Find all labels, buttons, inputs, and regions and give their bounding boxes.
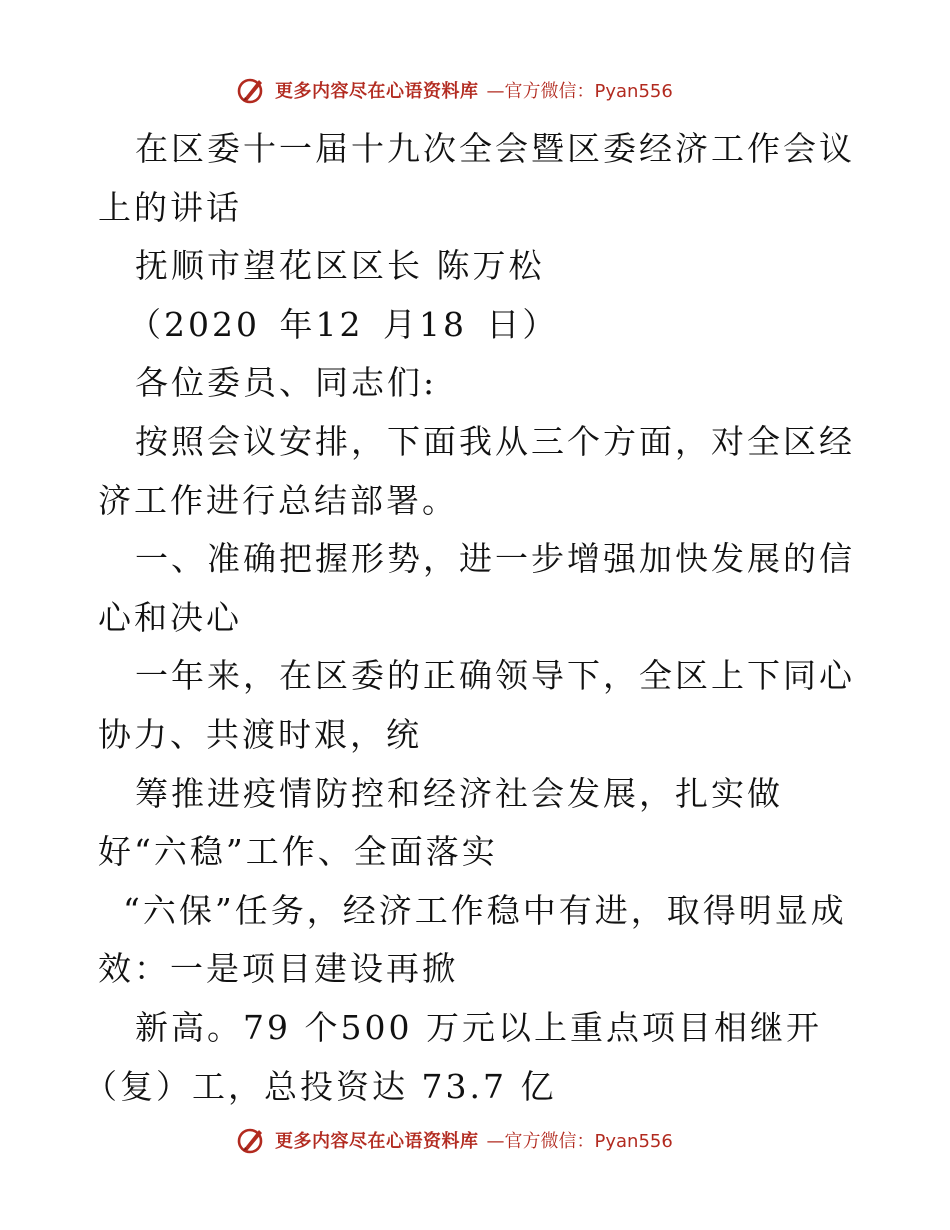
- body-paragraph: （复）工，总投资达 73.7 亿: [84, 1066, 557, 1106]
- watermark-footer: [235, 1122, 673, 1158]
- speech-date: （2020 年12 月18 日）: [128, 304, 559, 344]
- speaker-line: 抚顺市望花区区长 陈万松: [135, 246, 545, 286]
- body-paragraph: 筹推进疫情防控和经济社会发展，扎实做好“六稳”工作、全面落实: [98, 773, 783, 872]
- body-paragraph: 按照会议安排，下面我从三个方面，对全区经济工作进行总结部署。: [98, 421, 855, 520]
- quill-pen-logo-icon: [235, 74, 267, 106]
- watermark-header: [235, 72, 673, 108]
- speech-title: 在区委十一届十九次全会暨区委经济工作会议上的讲话: [98, 129, 855, 227]
- salutation: 各位委员、同志们:: [135, 363, 438, 403]
- body-paragraph: 一年来，在区委的正确领导下，全区上下同心协力、共渡时艰，统: [98, 656, 855, 754]
- watermark-brand: 更多内容尽在心语资料库: [275, 1131, 479, 1152]
- body-paragraph: “六保”任务，经济工作稳中有进，取得明显成效：一是项目建设再掀: [98, 890, 847, 989]
- quill-pen-logo-icon: [235, 1124, 267, 1156]
- watermark-brand: 更多内容尽在心语资料库: [275, 81, 479, 102]
- body-paragraph: 新高。79 个500 万元以上重点项目相继开: [135, 1007, 822, 1047]
- section-heading: 一、准确把握形势，进一步增强加快发展的信心和决心: [98, 539, 855, 637]
- watermark-wechat: —官方微信：Pyan556: [486, 81, 673, 102]
- watermark-wechat: —官方微信：Pyan556: [486, 1131, 673, 1152]
- speech-body: [84, 120, 858, 1116]
